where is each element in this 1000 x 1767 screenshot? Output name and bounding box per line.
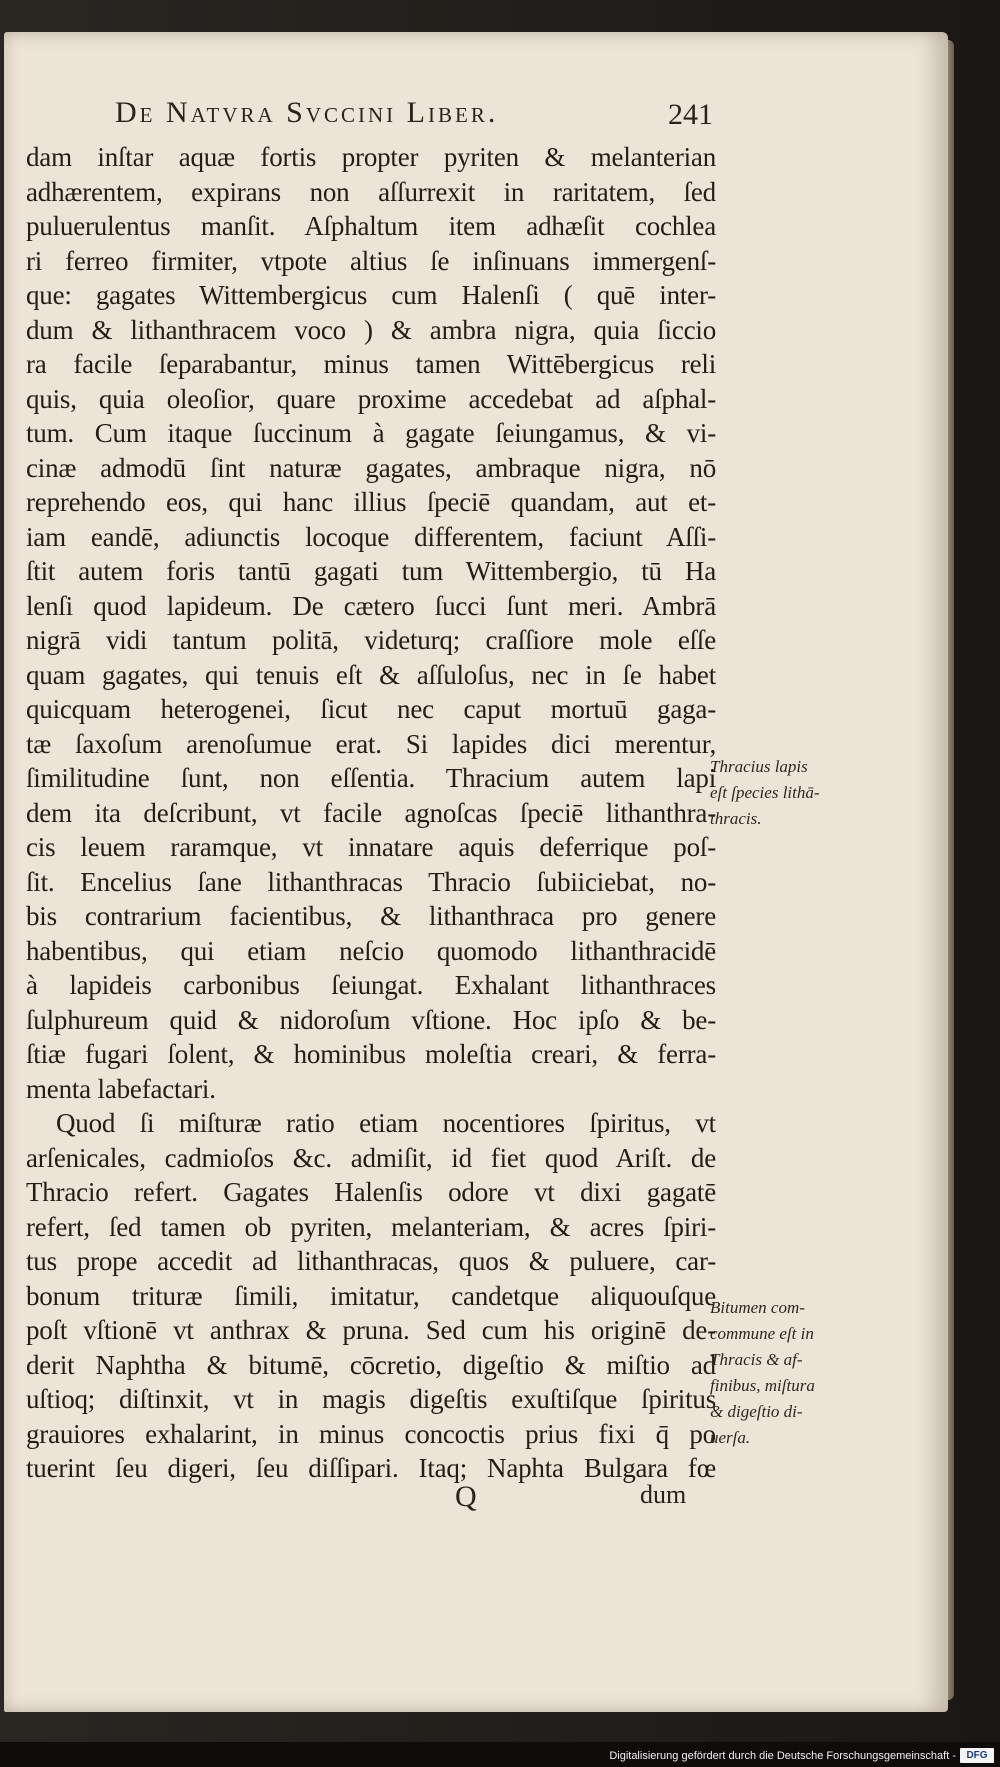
paragraph-start-line: Quod ſi miſturæ ratio etiam nocentiores ſpiritus, vt [56,1108,716,1138]
catchword: dum [640,1480,687,1509]
text-line: bonum trituræ ſimili, imitatur, candetque aliquouſque [26,1280,716,1311]
paragraph-end-line: menta labefactari. [26,1073,216,1104]
text-line: ra facile ſeparabantur, minus tamen Wittēbergicus reli [26,349,716,379]
dfg-logo-icon: DFG [960,1748,994,1763]
text-line: dem ita deſcribunt, vt facile agnoſcas ſpeciē lithanthra- [26,797,716,828]
text-line: dum & lithanthracem voco ) & ambra nigra, quia ſiccio [26,314,716,345]
text-line: tus prope accedit ad lithanthracas, quos & puluere, car- [26,1246,716,1276]
text-line: tæ ſaxoſum arenoſumue erat. Si lapides dici merentur, [26,728,716,759]
text-line: refert, ſed tamen ob pyriten, melanteriam, & acres ſpiri- [26,1211,716,1242]
text-line: cis leuem raramque, vt innatare aquis deferrique poſ- [26,832,716,862]
note-line: Thracis & af- [710,1350,803,1369]
text-line: bis contrarium facientibus, & lithanthraca pro genere [26,901,716,931]
text-line: uſtioq; diſtinxit, vt in magis digeſtis exuſtiſque ſpiritus [26,1384,716,1414]
note-line: uerſa. [710,1428,751,1447]
text-line: que: gagates Wittembergicus cum Halenſi ( quē inter- [26,280,716,310]
note-line: commune eſt in [710,1324,814,1343]
text-line: ſimilitudine ſunt, non eſſentia. Thracium autem lapi [26,763,716,793]
text-line: ſtiæ fugari ſolent, & hominibus moleſtia creari, & ferra- [26,1039,716,1069]
text-line: nigrā vidi tantum politā, videturq; craſſiore mole eſſe [26,625,716,655]
note-line: & digeſtio di- [710,1402,803,1421]
text-line: derit Naphtha & bitumē, cōcretio, digeſtio & miſtio ad [26,1349,716,1380]
text-line: cinæ admodū ſint naturæ gagates, ambraque nigra, nō [26,452,716,483]
marginal-note-bitumen [710,1295,860,1451]
text-line: iam eandē, adiunctis locoque differentem, faciunt Aſſi- [26,521,716,552]
signature-mark: Q [455,1480,477,1513]
text-line: puluerulentus manſit. Aſphaltum item adhæſit cochlea [26,211,716,241]
text-line: tuerint ſeu digeri, ſeu diſſipari. Itaq; Naphta Bulgara fœ [26,1453,716,1483]
funding-credit: Digitalisierung gefördert durch die Deutsche Forschungsgemeinschaft - [609,1750,956,1762]
text-line: ſtit autem foris tantū gagati tum Wittembergio, tū Ha [26,556,716,586]
note-line: eſt ſpecies lithā- [710,783,820,802]
text-line: ſit. Encelius ſane lithanthracas Thracio ſubiiciebat, no- [26,866,716,897]
text-line: adhærentem, expirans non aſſurrexit in raritatem, ſed [26,176,716,207]
text-line: grauiores exhalarint, in minus concoctis prius fixi q̄ po [26,1418,716,1449]
text-line: Thracio refert. Gagates Halenſis odore vt dixi gagatē [26,1177,716,1207]
text-line: à lapideis carbonibus ſeiungat. Exhalant lithanthraces [26,970,716,1000]
text-line: reprehendo eos, qui hanc illius ſpeciē quandam, aut et- [26,487,716,517]
note-line: finibus, miſtura [710,1376,815,1395]
running-head: De Natvra Svccini Liber. [115,96,499,129]
text-line: tum. Cum itaque ſuccinum à gagate ſeiungamus, & vi- [26,418,716,448]
note-line: thracis. [710,809,762,828]
text-line: quam gagates, qui tenuis eſt & aſſuloſus, nec in ſe habet [26,659,716,690]
note-line: Bitumen com- [710,1298,805,1317]
text-line: dam inſtar aquæ fortis propter pyriten & melanterian [26,142,716,172]
text-line: habentibus, qui etiam neſcio quomodo lithanthracidē [26,935,716,966]
page-number: 241 [668,98,713,131]
text-line: quicquam heterogenei, ſicut nec caput mortuū gaga- [26,694,716,724]
body-text [26,140,716,1486]
note-line: Thracius lapis [710,757,808,776]
text-line: quis, quia oleoſior, quare proxime accedebat ad aſphal- [26,383,716,414]
text-line: ſulphureum quid & nidoroſum vſtione. Hoc ipſo & be- [26,1004,716,1035]
text-line: lenſi quod lapideum. De cætero ſucci ſunt meri. Ambrā [26,590,716,621]
text-line: poſt vſtionē vt anthrax & pruna. Sed cum his originē de- [26,1315,716,1345]
text-line: arſenicales, cadmioſos &c. admiſit, id fiet quod Ariſt. de [26,1142,716,1173]
text-line: ri ferreo firmiter, vtpote altius ſe inſinuans immergenſ- [26,245,716,276]
marginal-note-thracius [710,754,860,832]
